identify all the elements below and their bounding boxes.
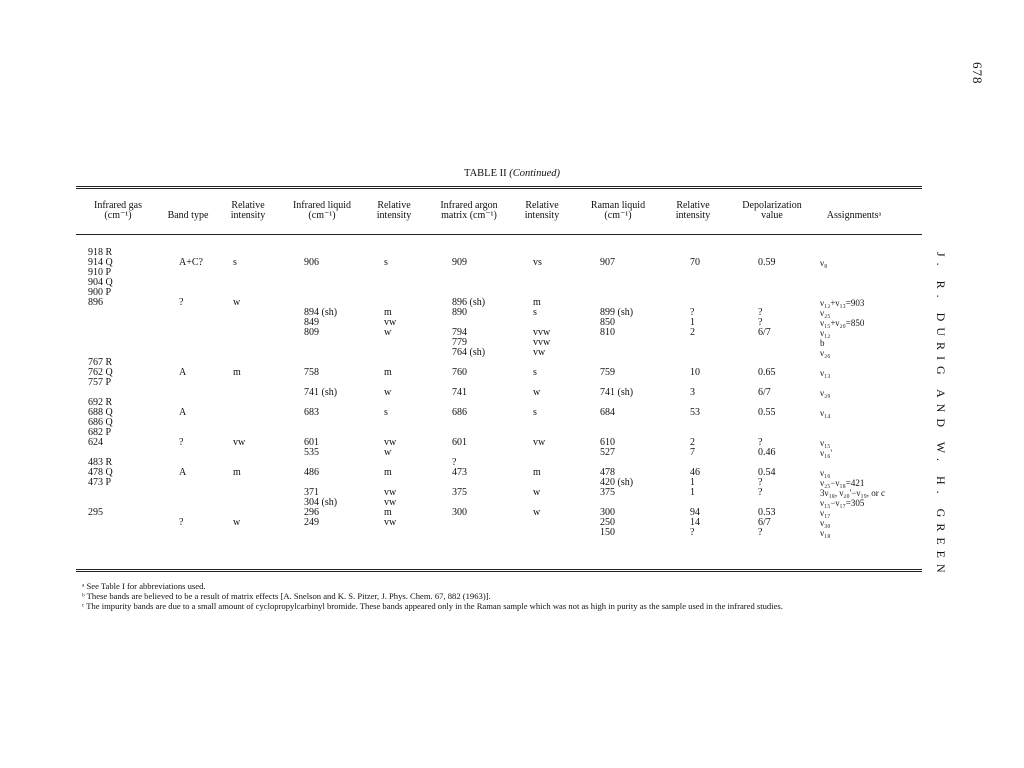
table-top-rule	[76, 186, 922, 189]
column-infrared-liquid: 906 894 (sh) 849 809 758 741 (sh) 683 601 535 486 371 304 (sh) 296 249	[304, 257, 338, 528]
header-infrared-gas: Infrared gas (cm⁻¹)	[93, 200, 143, 221]
header-relative-intensity-3: Relative intensity	[524, 200, 560, 221]
footnote-c: ᶜ The impurity bands are due to a small amount of cyclopropylcarbinyl bromide. These bands appeared only in the Raman sample which was not as high in purity as the sample used in the infrared studies.	[82, 601, 783, 611]
header-infrared-liquid: Infrared liquid (cm⁻¹)	[292, 200, 352, 221]
running-head: J. R. DURIG AND W. H. GREEN	[934, 252, 948, 579]
table-bottom-rule	[76, 569, 922, 572]
footnote-b: ᵇ These bands are believed to be a result of matrix effects [A. Snelson and K. S. Pitzer, J. Phys. Chem. 67, 882 (1963)].	[82, 591, 491, 601]
table-caption	[0, 168, 1024, 179]
column-infrared-argon: 909 896 (sh) 890 794 779 764 (sh) 760 741 686 601 ? 473 375 300	[452, 257, 486, 518]
column-relative-intensity-1: s w m vw m w	[233, 257, 246, 528]
header-relative-intensity-4: Relative intensity	[675, 200, 711, 221]
footnote-a: ᵃ See Table I for abbreviations used.	[82, 581, 206, 591]
header-band-type: Band type	[167, 210, 209, 221]
table-caption-suffix: (Continued)	[509, 168, 560, 179]
header-relative-intensity-2: Relative intensity	[376, 200, 412, 221]
column-raman-liquid: 907 899 (sh) 850 810 759 741 (sh) 684 610 527 478 420 (sh) 375 300 250 150	[600, 257, 634, 538]
column-infrared-gas: 918 R 914 Q 910 P 904 Q 900 P 896 767 R 762 Q 757 P 692 R 688 Q 686 Q 682 P 624 483 R 478 Q 473 P 295	[88, 247, 113, 518]
column-relative-intensity-4: 70 ? 1 2 10 3 53 2 7 46 1 1 94 14 ?	[690, 257, 700, 538]
header-depolarization: Depolarization value	[742, 200, 802, 221]
column-band-type: A+C? ? A A ? A ?	[179, 257, 203, 528]
header-relative-intensity-1: Relative intensity	[230, 200, 266, 221]
footnotes	[82, 581, 922, 611]
table-header-rule	[76, 234, 922, 235]
header-raman-liquid: Raman liquid (cm⁻¹)	[590, 200, 646, 221]
column-assignments: ν₈ ν₁₂+ν₁₃=903 ν₂₅ ν₁₅+ν₂₀=850 ν₁₂ b ν₂₆ ν₁₃ ν₂₉ ν₁₄ ν₁₅ ν₁₆' ν₁₆ ν₂₅−ν₁₈=421 3ν₁₈, ν₂₀'−ν₁₉, or c ν₁₅−ν₁₇=305 ν₁₇ ν₃₀ ν₁₈	[820, 258, 885, 538]
header-infrared-argon: Infrared argon matrix (cm⁻¹)	[440, 200, 498, 221]
table-title: TABLE II	[464, 168, 507, 179]
header-assignments: Assignmentsᵃ	[826, 210, 882, 221]
column-depolarization: 0.59 ? ? 6/7 0.65 6/7 0.55 ? 0.46 0.54 ? ? 0.53 6/7 ?	[758, 257, 776, 538]
column-relative-intensity-2: s m vw w m w s vw w m vw vw m vw	[384, 257, 397, 528]
column-relative-intensity-3: vs m s vvw vvw vw s w s vw m w w	[533, 257, 551, 518]
page-number: 678	[970, 62, 985, 85]
